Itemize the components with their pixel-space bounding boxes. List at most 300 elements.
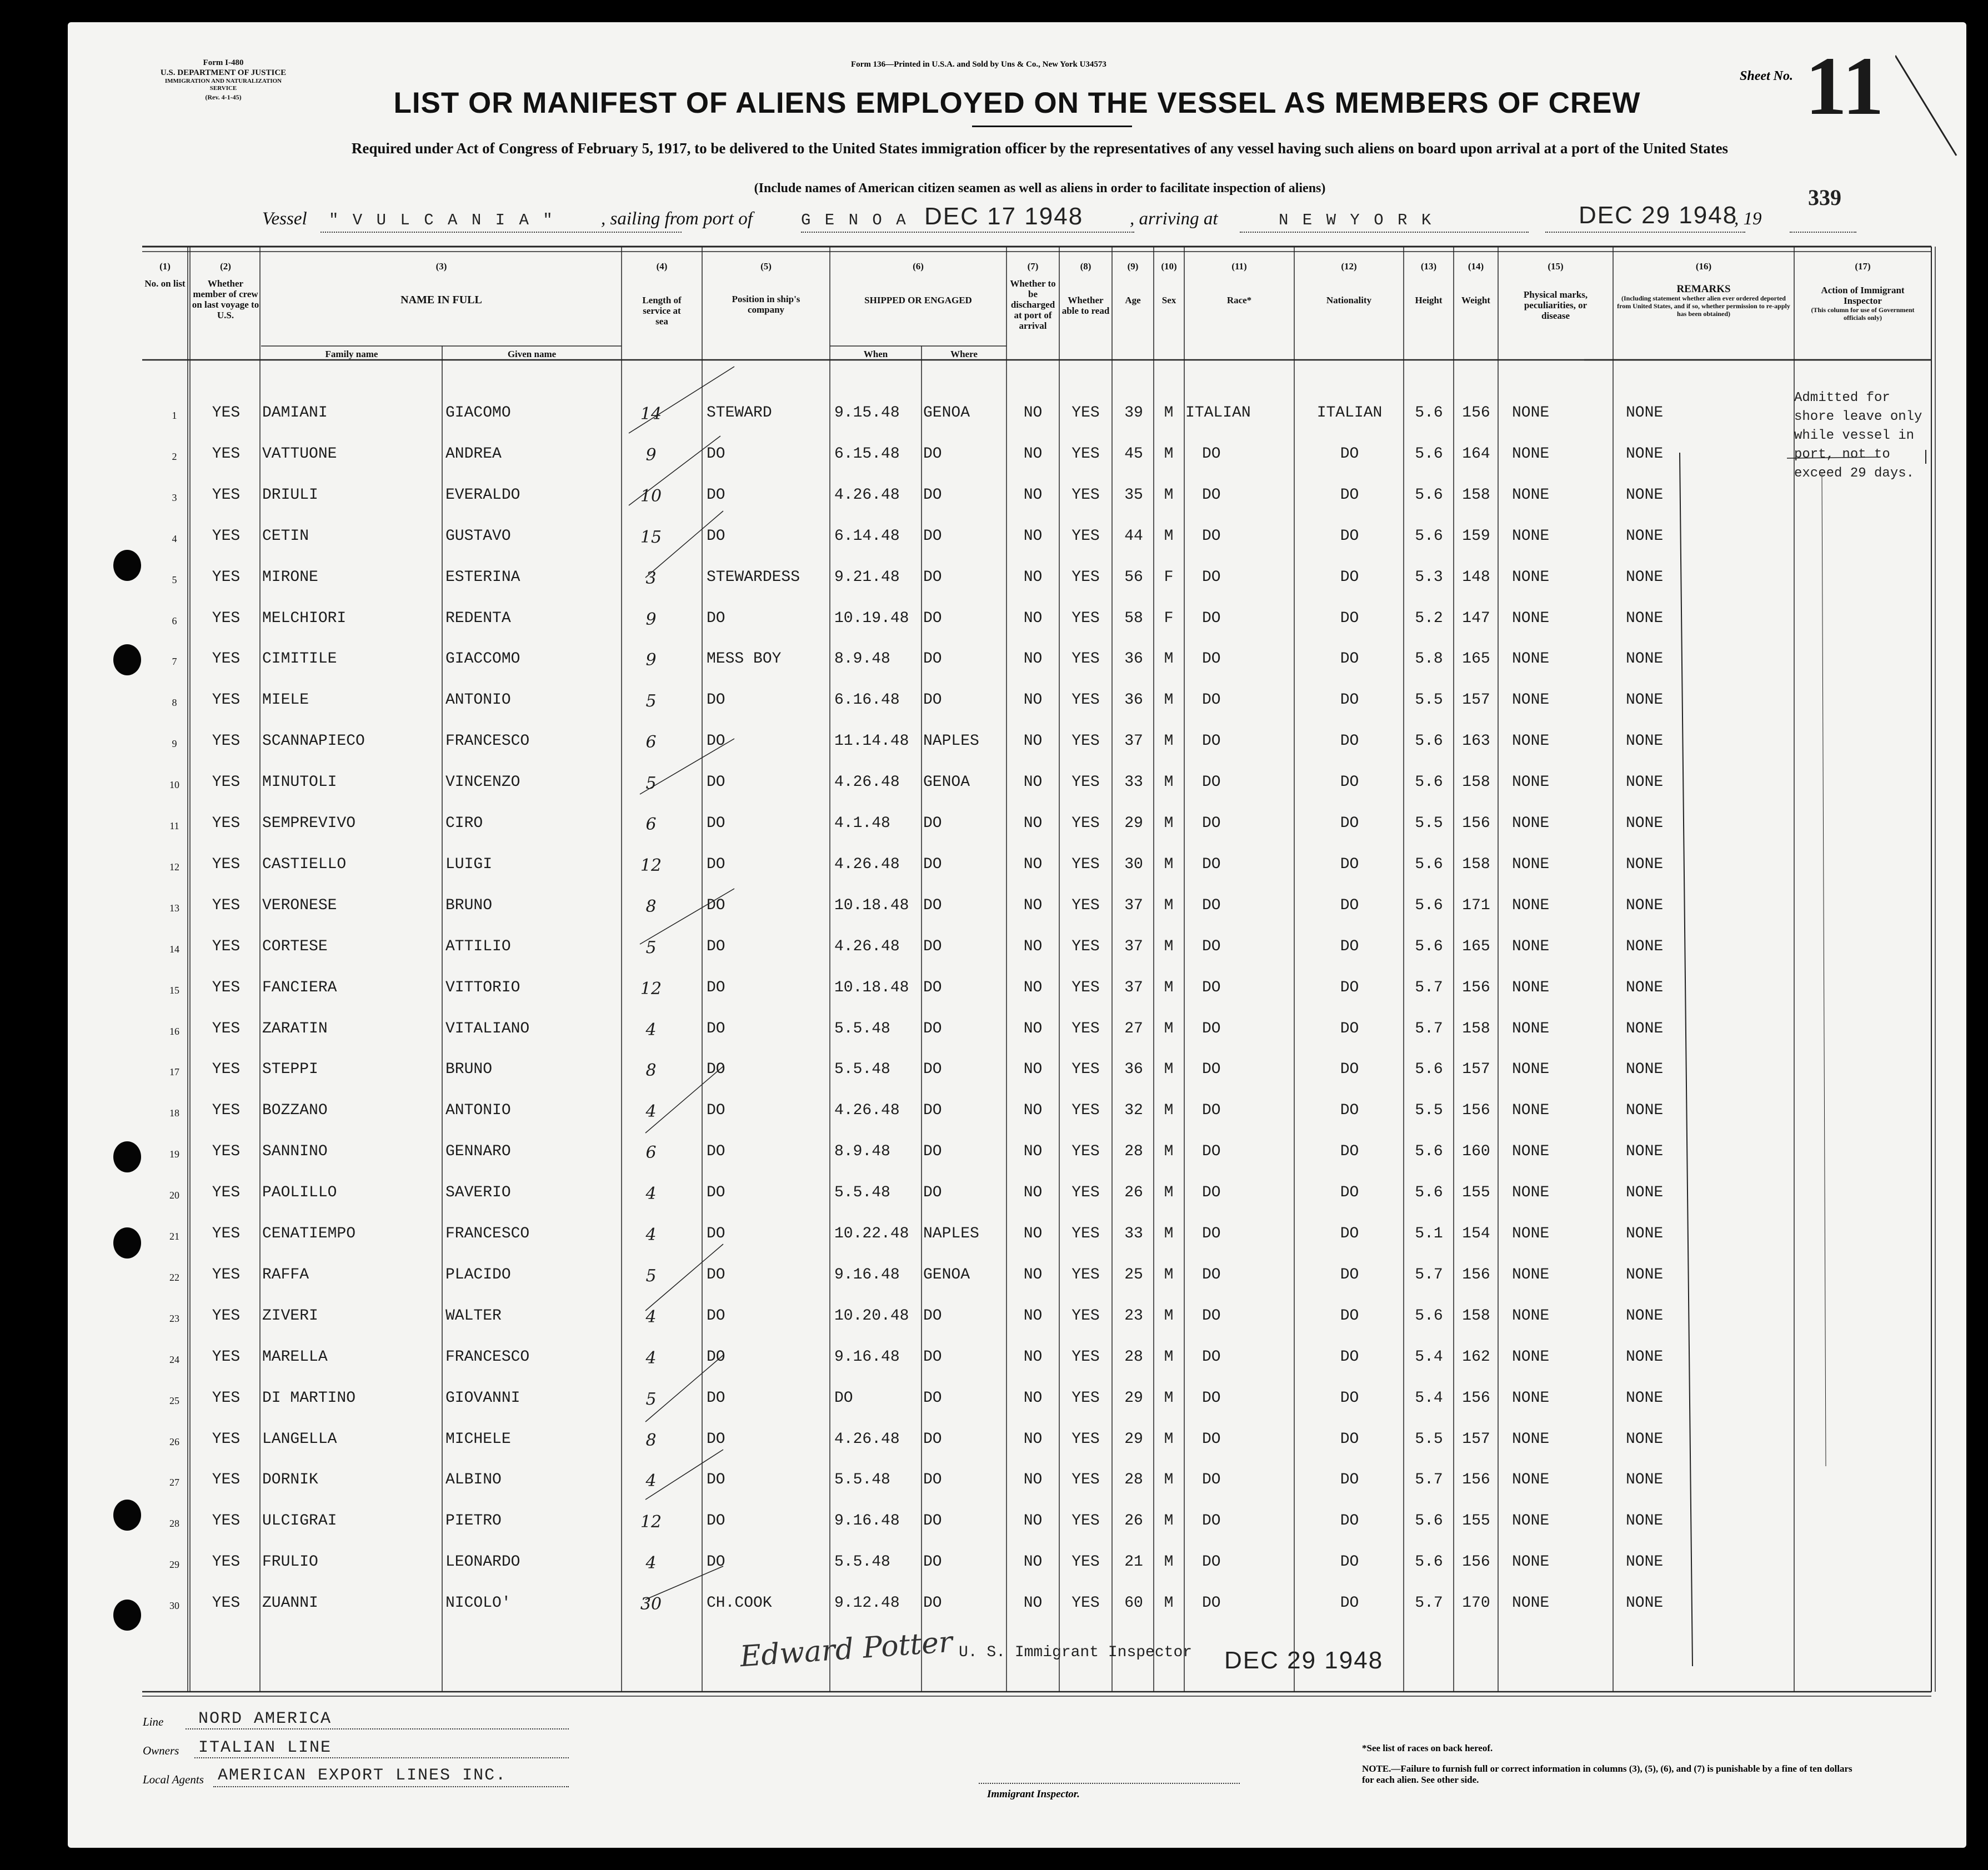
sailing-label: , sailing from port of	[601, 209, 753, 229]
cell-rem: NONE	[1626, 896, 1664, 914]
cell-pos: DO	[707, 1553, 725, 1571]
cell-dis: NO	[1023, 1553, 1043, 1571]
cell-marks: NONE	[1512, 1143, 1550, 1161]
cell-race: DO	[1202, 1061, 1221, 1079]
cell-marks: NONE	[1512, 1553, 1550, 1571]
cell-no: 4	[172, 533, 177, 544]
cell-marks: NONE	[1512, 1061, 1550, 1079]
cell-given: REDENTA	[445, 609, 511, 627]
owners-value: ITALIAN LINE	[198, 1738, 332, 1757]
cell-when: 9.16.48	[834, 1348, 900, 1366]
service-name: IMMIGRATION AND NATURALIZATION SERVICE	[164, 78, 282, 92]
cell-marks: NONE	[1512, 404, 1550, 422]
cell-race: DO	[1202, 1307, 1221, 1325]
cell-rem: NONE	[1626, 815, 1664, 832]
cell-ht: 5.6	[1415, 1143, 1443, 1161]
revision: (Rev. 4-1-45)	[205, 93, 242, 101]
cell-last: YES	[212, 1348, 241, 1366]
cell-sex: M	[1164, 1307, 1174, 1325]
race-note: *See list of races on back hereof.	[1362, 1743, 1493, 1753]
cell-where: DO	[923, 855, 942, 873]
owners-dotted	[194, 1757, 569, 1758]
cell-given: CIRO	[445, 815, 483, 832]
cell-len: 12	[640, 979, 662, 999]
cell-marks: NONE	[1512, 1102, 1550, 1120]
cell-no: 16	[169, 1025, 179, 1037]
family-name-header: Family name	[325, 349, 378, 359]
cell-last: YES	[212, 896, 241, 914]
cell-pos: DO	[707, 1020, 725, 1037]
cell-age: 23	[1124, 1307, 1143, 1325]
cell-len: 4	[645, 1471, 657, 1491]
cell-rem: NONE	[1626, 445, 1664, 463]
cell-read: YES	[1071, 404, 1100, 422]
cell-where: DO	[923, 609, 942, 627]
cell-pos: DO	[707, 979, 725, 996]
cell-race: DO	[1202, 568, 1221, 586]
cell-race: DO	[1202, 1430, 1221, 1448]
cell-where: DO	[923, 1348, 942, 1366]
cell-age: 32	[1124, 1102, 1143, 1120]
cell-dis: NO	[1023, 445, 1043, 463]
cell-ht: 5.6	[1415, 1184, 1443, 1202]
cell-nat: DO	[1340, 1225, 1359, 1242]
cell-where: DO	[923, 1512, 942, 1530]
cell-len: 12	[640, 1512, 662, 1532]
cell-wt: 160	[1462, 1143, 1490, 1161]
owners-label: Owners	[143, 1744, 179, 1757]
cell-dis: NO	[1023, 1430, 1043, 1448]
cell-marks: NONE	[1512, 1512, 1550, 1530]
arrival-date-stamp: DEC 29 1948	[1579, 202, 1738, 229]
col-14-number: (14)	[1468, 261, 1484, 272]
cell-dis: NO	[1023, 1348, 1043, 1366]
cell-read: YES	[1071, 1102, 1100, 1120]
cell-age: 29	[1124, 1389, 1143, 1407]
cell-nat: DO	[1340, 1389, 1359, 1407]
cell-given: BRUNO	[445, 1061, 493, 1079]
cell-ht: 5.5	[1415, 815, 1443, 832]
cell-pos: DO	[707, 1307, 725, 1325]
cell-rem: NONE	[1626, 1102, 1664, 1120]
cell-given: MICHELE	[445, 1430, 511, 1448]
col-1-title: No. on list	[144, 278, 186, 289]
header-col-14	[1454, 261, 1498, 305]
cell-family: MELCHIORI	[262, 609, 347, 627]
cell-when: 4.26.48	[834, 1430, 900, 1448]
cell-sex: M	[1164, 404, 1174, 422]
cell-rem: NONE	[1626, 1020, 1664, 1037]
col-7-number: (7)	[1027, 261, 1039, 272]
cell-wt: 147	[1462, 609, 1490, 627]
cell-when: 10.22.48	[834, 1225, 909, 1242]
cell-rem: NONE	[1626, 1266, 1664, 1284]
cell-rem: NONE	[1626, 527, 1664, 545]
cell-race: DO	[1202, 774, 1221, 791]
col-7-title: Whether to be discharged at port of arrival	[1010, 278, 1056, 331]
col-8-number: (8)	[1080, 261, 1091, 272]
cell-ht: 5.5	[1415, 691, 1443, 709]
col-9-number: (9)	[1127, 261, 1139, 272]
cell-marks: NONE	[1512, 896, 1550, 914]
cell-where: GENOA	[923, 774, 970, 791]
cell-marks: NONE	[1512, 445, 1550, 463]
cell-rem: NONE	[1626, 979, 1664, 996]
cell-family: DAMIANI	[262, 404, 328, 422]
cell-age: 30	[1124, 855, 1143, 873]
cell-age: 36	[1124, 1061, 1143, 1079]
cell-wt: 170	[1462, 1595, 1490, 1612]
cell-read: YES	[1071, 1553, 1100, 1571]
cell-nat: ITALIAN	[1316, 404, 1383, 422]
cell-wt: 165	[1462, 650, 1490, 668]
cell-dis: NO	[1023, 937, 1043, 955]
cell-wt: 155	[1462, 1184, 1490, 1202]
cell-nat: DO	[1340, 1307, 1359, 1325]
cell-where: DO	[923, 979, 942, 996]
col-15-title: Physical marks, peculiarities, or disease	[1523, 289, 1588, 321]
cell-len: 8	[645, 1430, 657, 1450]
cell-when: 5.5.48	[834, 1184, 890, 1202]
cell-last: YES	[212, 1020, 241, 1037]
cell-age: 33	[1124, 1225, 1143, 1242]
cell-dis: NO	[1023, 1512, 1043, 1530]
cell-rem: NONE	[1626, 650, 1664, 668]
cell-age: 37	[1124, 896, 1143, 914]
cell-dis: NO	[1023, 568, 1043, 586]
cell-given: VINCENZO	[445, 774, 520, 791]
cell-ht: 5.7	[1415, 1266, 1443, 1284]
cell-where: DO	[923, 937, 942, 955]
cell-race: DO	[1202, 1512, 1221, 1530]
cell-where: DO	[923, 691, 942, 709]
cell-read: YES	[1071, 1266, 1100, 1284]
cell-len: 9	[645, 650, 657, 670]
cell-given: ANDREA	[445, 445, 502, 463]
cell-read: YES	[1071, 774, 1100, 791]
cell-marks: NONE	[1512, 1307, 1550, 1325]
cell-race: DO	[1202, 815, 1221, 832]
cell-family: DI MARTINO	[262, 1389, 356, 1407]
header-col-15	[1498, 261, 1613, 321]
cell-wt: 171	[1462, 896, 1490, 914]
cell-marks: NONE	[1512, 979, 1550, 996]
col-16-number: (16)	[1695, 261, 1712, 272]
cell-ht: 5.3	[1415, 568, 1443, 586]
cell-pos: DO	[707, 1430, 725, 1448]
penalty-note: NOTE.—Failure to furnish full or correct information in columns (3), (5), (6), and (7) is punishable by a fine of ten dollars for each alien. See other side.	[1362, 1763, 1852, 1785]
cell-sex: M	[1164, 937, 1174, 955]
cell-no: 26	[169, 1436, 179, 1447]
cell-sex: M	[1164, 1143, 1174, 1161]
cell-given: VITALIANO	[445, 1020, 530, 1037]
header-col-16	[1613, 261, 1794, 318]
cell-ht: 5.7	[1415, 979, 1443, 996]
cell-pos: DO	[707, 1348, 725, 1366]
cell-marks: NONE	[1512, 1389, 1550, 1407]
cell-rem: NONE	[1626, 774, 1664, 791]
cell-family: MARELLA	[262, 1348, 328, 1366]
cell-no: 12	[169, 861, 179, 873]
cell-where: DO	[923, 1595, 942, 1612]
cell-given: EVERALDO	[445, 486, 520, 504]
cell-last: YES	[212, 1430, 241, 1448]
cell-given: SAVERIO	[445, 1184, 511, 1202]
cell-pos: DO	[707, 1184, 725, 1202]
cell-sex: M	[1164, 774, 1174, 791]
header-col-10	[1154, 261, 1184, 305]
cell-dis: NO	[1023, 650, 1043, 668]
cell-age: 29	[1124, 1430, 1143, 1448]
cell-pos: DO	[707, 609, 725, 627]
cell-dis: NO	[1023, 896, 1043, 914]
cell-no: 30	[169, 1600, 179, 1612]
cell-wt: 158	[1462, 486, 1490, 504]
cell-len: 5	[645, 691, 657, 711]
inspector-signature: Edward Potter	[739, 1625, 954, 1674]
cell-read: YES	[1071, 445, 1100, 463]
cell-no: 19	[169, 1149, 179, 1160]
cell-marks: NONE	[1512, 568, 1550, 586]
cell-nat: DO	[1340, 609, 1359, 627]
cell-marks: NONE	[1512, 1266, 1550, 1284]
cell-race: DO	[1202, 937, 1221, 955]
cell-no: 21	[169, 1231, 179, 1242]
cell-sex: M	[1164, 1389, 1174, 1407]
header-col-1	[142, 261, 188, 289]
col-15-number: (15)	[1548, 261, 1564, 272]
col-10-number: (10)	[1161, 261, 1177, 272]
col-6-number: (6)	[913, 261, 924, 272]
cell-where: DO	[923, 815, 942, 832]
cell-family: ZIVERI	[262, 1307, 318, 1325]
cell-marks: NONE	[1512, 1348, 1550, 1366]
cell-marks: NONE	[1512, 1595, 1550, 1612]
col-1-number: (1)	[159, 261, 171, 272]
cell-rem: NONE	[1626, 1143, 1664, 1161]
cell-pos: DO	[707, 1471, 725, 1489]
cell-family: ULCIGRAI	[262, 1512, 337, 1530]
cell-rem: NONE	[1626, 1553, 1664, 1571]
port-from: G E N O A	[801, 211, 908, 229]
cell-when: 4.26.48	[834, 486, 900, 504]
cell-last: YES	[212, 527, 241, 545]
cell-marks: NONE	[1512, 527, 1550, 545]
cell-read: YES	[1071, 1225, 1100, 1242]
cell-race: DO	[1202, 1595, 1221, 1612]
cell-race: DO	[1202, 896, 1221, 914]
cell-marks: NONE	[1512, 1020, 1550, 1037]
cell-nat: DO	[1340, 568, 1359, 586]
cell-family: BOZZANO	[262, 1102, 328, 1120]
cell-read: YES	[1071, 733, 1100, 750]
cell-len: 5	[645, 774, 657, 794]
cell-given: FRANCESCO	[445, 1225, 530, 1242]
cell-family: FANCIERA	[262, 979, 337, 996]
cell-last: YES	[212, 774, 241, 791]
vessel-label: Vessel	[262, 209, 307, 229]
col-11-number: (11)	[1231, 261, 1247, 272]
cell-len: 6	[645, 1143, 657, 1163]
cell-rem: NONE	[1626, 1471, 1664, 1489]
cell-len: 5	[645, 1389, 657, 1409]
cell-sex: M	[1164, 733, 1174, 750]
cell-dis: NO	[1023, 1143, 1043, 1161]
cell-where: DO	[923, 650, 942, 668]
cell-len: 8	[645, 1061, 657, 1081]
cell-nat: DO	[1340, 527, 1359, 545]
cell-last: YES	[212, 937, 241, 955]
cell-wt: 156	[1462, 979, 1490, 996]
cell-when: 11.14.48	[834, 733, 909, 750]
cell-last: YES	[212, 404, 241, 422]
col-8-title: Whether able to read	[1061, 295, 1110, 316]
cell-wt: 156	[1462, 1553, 1490, 1571]
cell-when: 9.15.48	[834, 404, 900, 422]
cell-wt: 158	[1462, 1307, 1490, 1325]
cell-race: DO	[1202, 650, 1221, 668]
cell-given: ANTONIO	[445, 691, 511, 709]
cell-sex: M	[1164, 979, 1174, 996]
cell-sex: M	[1164, 1184, 1174, 1202]
cell-wt: 162	[1462, 1348, 1490, 1366]
cell-last: YES	[212, 1266, 241, 1284]
col-17-number: (17)	[1855, 261, 1871, 272]
col-17-title: Action of Immigrant Inspector	[1821, 285, 1905, 306]
cell-marks: NONE	[1512, 691, 1550, 709]
cell-len: 9	[645, 609, 657, 629]
inspector-label: U. S. Immigrant Inspector	[959, 1644, 1193, 1661]
cell-when: 5.5.48	[834, 1061, 890, 1079]
cell-len: 10	[640, 486, 662, 506]
cell-read: YES	[1071, 979, 1100, 996]
cell-where: DO	[923, 1184, 942, 1202]
cell-rem: NONE	[1626, 1348, 1664, 1366]
cell-ht: 5.7	[1415, 1020, 1443, 1037]
cell-no: 7	[172, 656, 177, 668]
cell-dis: NO	[1023, 855, 1043, 873]
col-17-subtitle: (This column for use of Government officials only)	[1811, 306, 1915, 322]
inspector-dotted	[979, 1783, 1240, 1784]
cell-age: 44	[1124, 527, 1143, 545]
cell-no: 18	[169, 1107, 179, 1119]
cell-sex: M	[1164, 691, 1174, 709]
cell-family: STEPPI	[262, 1061, 318, 1079]
cell-nat: DO	[1340, 979, 1359, 996]
cell-given: LEONARDO	[445, 1553, 520, 1571]
cell-pos: DO	[707, 1102, 725, 1120]
cell-read: YES	[1071, 568, 1100, 586]
cell-pos: DO	[707, 691, 725, 709]
cell-wt: 156	[1462, 815, 1490, 832]
cell-no: 23	[169, 1312, 179, 1324]
cell-sex: M	[1164, 1595, 1174, 1612]
cell-race: DO	[1202, 486, 1221, 504]
port-to: N E W Y O R K	[1279, 211, 1434, 229]
cell-sex: M	[1164, 1471, 1174, 1489]
cell-last: YES	[212, 1307, 241, 1325]
cell-last: YES	[212, 733, 241, 750]
cell-last: YES	[212, 445, 241, 463]
cell-given: GENNARO	[445, 1143, 511, 1161]
cell-wt: 165	[1462, 937, 1490, 955]
cell-no: 5	[172, 574, 177, 585]
cell-age: 21	[1124, 1553, 1143, 1571]
cell-where: DO	[923, 527, 942, 545]
cell-dis: NO	[1023, 1184, 1043, 1202]
cell-len: 15	[640, 527, 662, 547]
cell-pos: DO	[707, 1389, 725, 1407]
cell-last: YES	[212, 650, 241, 668]
cell-race: DO	[1202, 1471, 1221, 1489]
cell-pos: DO	[707, 815, 725, 832]
cell-wt: 156	[1462, 1389, 1490, 1407]
cell-age: 25	[1124, 1266, 1143, 1284]
cell-family: DRIULI	[262, 486, 318, 504]
cell-marks: NONE	[1512, 1430, 1550, 1448]
cell-read: YES	[1071, 1595, 1100, 1612]
cell-wt: 155	[1462, 1512, 1490, 1530]
col-2-title: Whether member of crew on last voyage to U.S.	[192, 278, 259, 320]
cell-no: 8	[172, 697, 177, 709]
cell-race: DO	[1202, 1102, 1221, 1120]
agents-label: Local Agents	[143, 1773, 204, 1786]
cell-where: GENOA	[923, 1266, 970, 1284]
cell-wt: 158	[1462, 1020, 1490, 1037]
form-number: Form I-480	[203, 58, 244, 67]
cell-dis: NO	[1023, 404, 1043, 422]
cell-last: YES	[212, 1512, 241, 1530]
cell-dis: NO	[1023, 1102, 1043, 1120]
cell-wt: 157	[1462, 1430, 1490, 1448]
cell-last: YES	[212, 855, 241, 873]
cell-ht: 5.5	[1415, 1102, 1443, 1120]
cell-sex: M	[1164, 1225, 1174, 1242]
col-14-title: Weight	[1461, 295, 1490, 305]
cell-age: 37	[1124, 937, 1143, 955]
cell-len: 4	[645, 1348, 657, 1368]
cell-race: ITALIAN	[1185, 404, 1251, 422]
cell-rem: NONE	[1626, 937, 1664, 955]
header-col-8	[1059, 261, 1112, 316]
cell-nat: DO	[1340, 733, 1359, 750]
cell-dis: NO	[1023, 815, 1043, 832]
cell-ht: 5.5	[1415, 1430, 1443, 1448]
cell-nat: DO	[1340, 896, 1359, 914]
cell-given: BRUNO	[445, 896, 493, 914]
cell-len: 5	[645, 937, 657, 957]
header-col-9	[1112, 261, 1154, 305]
immigrant-inspector-label: Immigrant Inspector.	[987, 1788, 1080, 1800]
cell-ht: 5.6	[1415, 445, 1443, 463]
cell-race: DO	[1202, 733, 1221, 750]
cell-when: 10.18.48	[834, 979, 909, 996]
cell-age: 37	[1124, 979, 1143, 996]
cell-dis: NO	[1023, 979, 1043, 996]
cell-family: MIRONE	[262, 568, 318, 586]
cell-age: 28	[1124, 1471, 1143, 1489]
col-12-title: Nationality	[1326, 295, 1372, 305]
cell-marks: NONE	[1512, 815, 1550, 832]
line-value: NORD AMERICA	[198, 1709, 332, 1728]
cell-sex: F	[1164, 609, 1174, 627]
cell-dis: NO	[1023, 486, 1043, 504]
cell-given: PLACIDO	[445, 1266, 511, 1284]
cell-dis: NO	[1023, 1020, 1043, 1037]
cell-sex: M	[1164, 1102, 1174, 1120]
cell-nat: DO	[1340, 1348, 1359, 1366]
cell-ht: 5.6	[1415, 1307, 1443, 1325]
